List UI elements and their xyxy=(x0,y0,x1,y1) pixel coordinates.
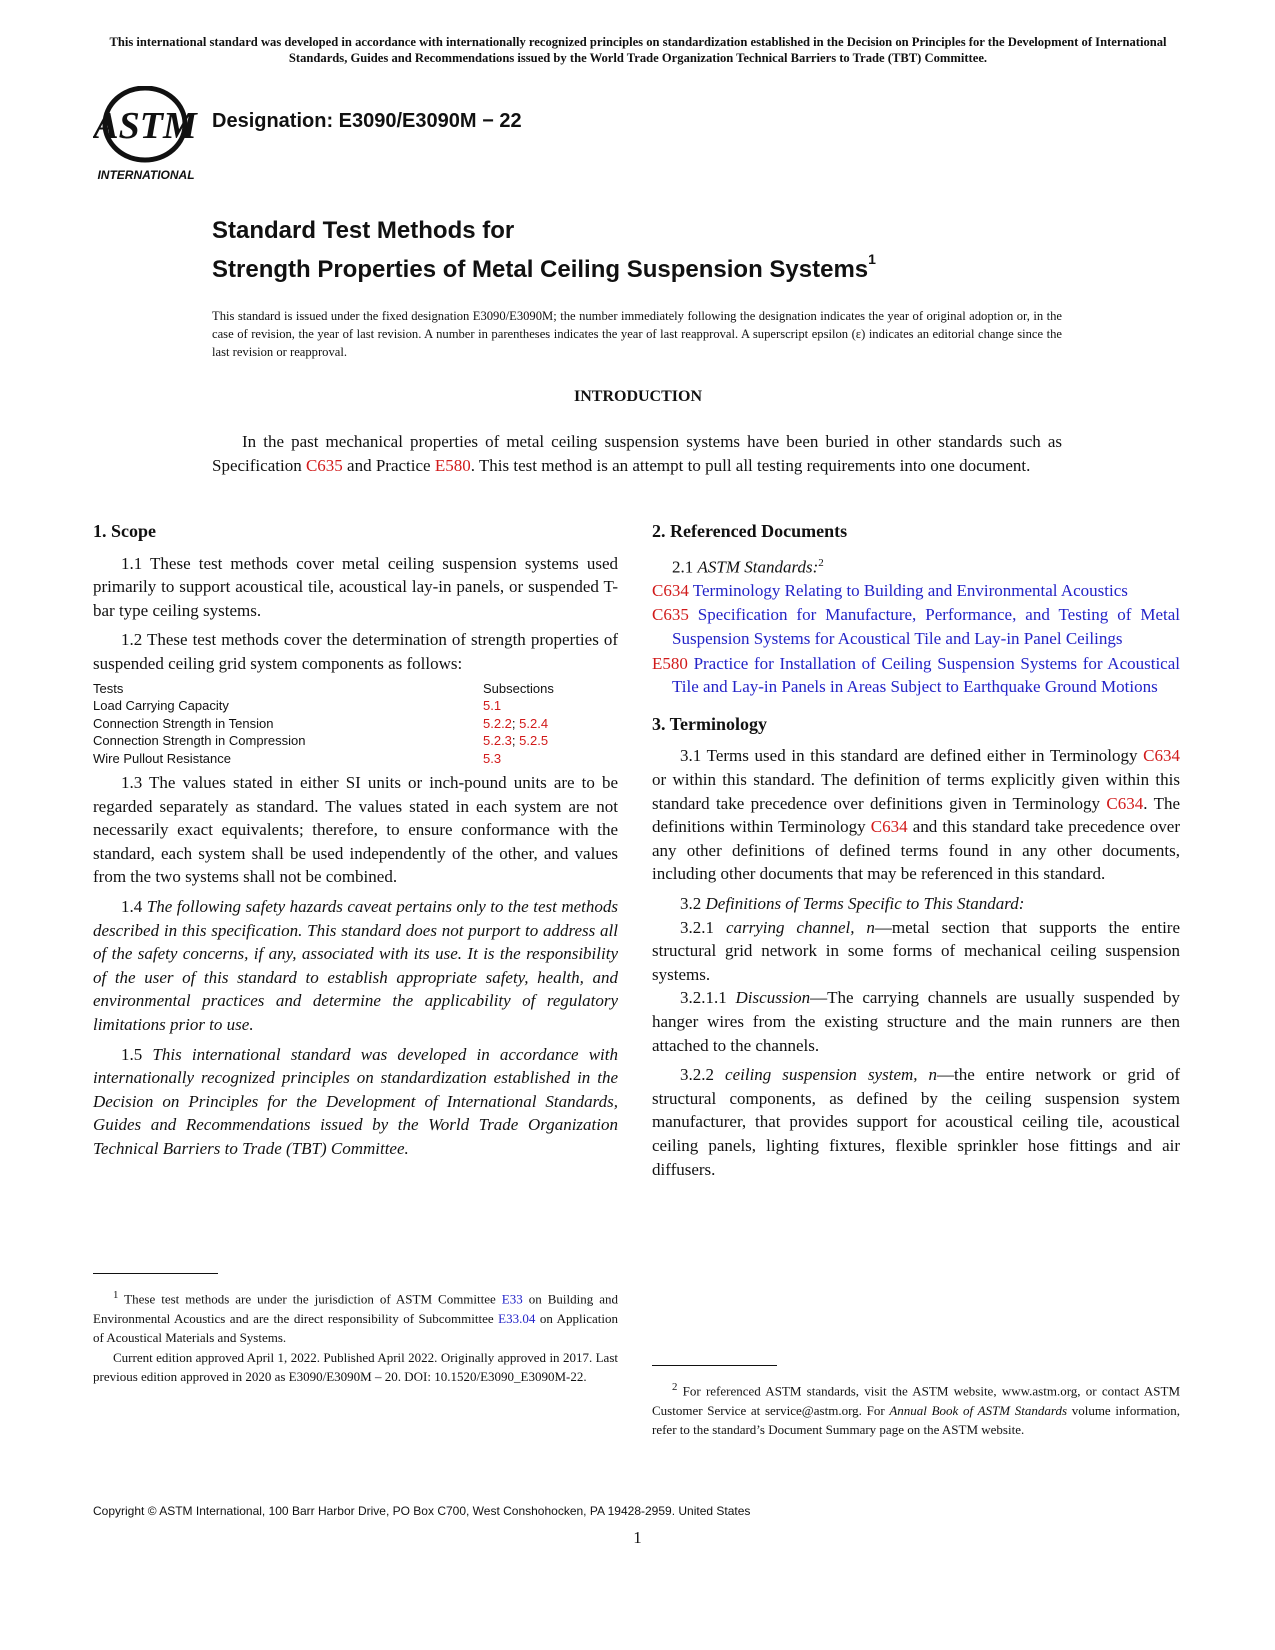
para-3-2-1-1-num: 3.2.1.1 xyxy=(680,988,736,1008)
footnote-1-block xyxy=(93,1273,618,1387)
footnote-1-mark: 1 xyxy=(113,1289,119,1301)
para-3-2 xyxy=(652,892,1180,916)
document-title xyxy=(212,214,876,286)
referenced-documents-heading: 2. Referenced Documents xyxy=(652,521,848,541)
astm-logo xyxy=(93,86,199,184)
astm-standards-text: ASTM Standards: xyxy=(697,557,819,577)
introduction-heading: INTRODUCTION xyxy=(573,388,702,405)
copyright-line: Copyright © ASTM International, 100 Barr Harbor Drive, PO Box C700, West Conshohocken, PA 19428-2959. United States xyxy=(93,1504,751,1518)
right-column xyxy=(652,520,1180,1187)
title-line-2 xyxy=(212,247,876,286)
astm-logo-graphic xyxy=(93,86,199,184)
footnote-1-text-b: on Building and Environmental Acoustics and are the direct responsibility of Subcommittee xyxy=(93,1291,618,1326)
footnote-1 xyxy=(93,1286,618,1387)
para-3-2-num: 3.2 xyxy=(680,893,706,913)
footnote-2-text-a: For referenced ASTM standards, visit the ASTM website, www.astm.org, or contact ASTM Customer Service at service@astm.org. For xyxy=(652,1383,1180,1418)
para-1-2: 1.2 These test methods cover the determination of strength properties of suspended ceiling grid system components as follows: xyxy=(93,630,618,673)
reference-item[interactable] xyxy=(652,579,1180,603)
test-name: Wire Pullout Resistance xyxy=(93,750,231,766)
reference-item[interactable] xyxy=(652,603,1180,650)
para-1-1: 1.1 These test methods cover metal ceiling suspension systems used primarily to support acoustical tile, acoustical lay-in panels, or suspended T-bar type ceiling systems. xyxy=(93,553,618,620)
reference-title[interactable]: Practice for Installation of Ceiling Suspension Systems for Acoustical Tile and Lay-in Panels in Areas Subject to Earthquake Ground Motions xyxy=(672,653,1180,697)
para-3-2-2-term: ceiling suspension system, n xyxy=(725,1065,938,1085)
footnote-2-block xyxy=(652,1365,1180,1440)
table-row xyxy=(93,750,618,768)
footnote-1-text-a: These test methods are under the jurisdiction of ASTM Committee xyxy=(118,1291,502,1307)
reference-title[interactable]: Specification for Manufacture, Performance, and Testing of Metal Suspension Systems for Acoustical Tile and Lay-in Panel Ceilings xyxy=(672,605,1180,649)
footnote-2-para xyxy=(652,1378,1180,1440)
para-1-4-num: 1.4 xyxy=(121,897,147,917)
left-column xyxy=(93,520,618,1167)
reference-code[interactable]: C635 xyxy=(652,605,689,625)
subsection-cell xyxy=(483,732,618,750)
subsection-link[interactable]: 5.3 xyxy=(483,750,502,766)
para-3-2-1 xyxy=(652,916,1180,987)
footnote-divider xyxy=(93,1273,218,1274)
title-footnote-mark[interactable]: 1 xyxy=(868,251,876,267)
subsection-cell xyxy=(483,697,618,715)
intro-text-c: . This test method is an attempt to pull all testing requirements into one document. xyxy=(470,456,1031,475)
para-3-2-1-1 xyxy=(652,986,1180,1057)
header-tests: Tests xyxy=(93,680,124,696)
para-3-2-1-1-label: Discussion xyxy=(735,988,811,1008)
para-3-2-1-text: —metal section that supports the entire structural grid network in some forms of mechanical ceiling suspension systems. xyxy=(652,917,1181,984)
reference-title[interactable]: Terminology Relating to Building and Environmental Acoustics xyxy=(688,580,1128,600)
footnote-link-e33-04[interactable]: E33.04 xyxy=(498,1310,536,1326)
footnote-1-para-2: Current edition approved April 1, 2022. Published April 2022. Originally approved in 2017. Last previous edition approved in 2020 as E3090/E3090M – 20. DOI: 10.1520/E3090_E3090M-22. xyxy=(93,1349,618,1385)
para-3-2-2-text: —the entire network or grid of structural components, as defined by the ceiling suspension system manufacturer, that provides support for acoustical ceiling tile, acoustical ceiling panels, lighting fixtures, flexible sprinkler hose fittings and air diffusers. xyxy=(652,1065,1181,1179)
table-header-row xyxy=(93,680,618,698)
reference-item[interactable] xyxy=(652,652,1180,699)
table-row xyxy=(93,715,618,733)
tests-table xyxy=(93,680,618,768)
footnote-link-e33[interactable]: E33 xyxy=(501,1291,523,1307)
table-row xyxy=(93,732,618,750)
astm-standards-mark: 2 xyxy=(818,556,824,569)
astm-standards-label xyxy=(672,552,1180,579)
subsection-separator: ; xyxy=(511,715,520,731)
para-3-1-c: . The definitions within Terminology xyxy=(652,793,1180,837)
intro-link-e580[interactable]: E580 xyxy=(434,456,471,475)
designation: Designation: E3090/E3090M − 22 xyxy=(212,110,522,132)
page-number: 1 xyxy=(633,1528,642,1547)
title-line-2-text: Strength Properties of Metal Ceiling Suspension Systems xyxy=(212,256,869,283)
footnote-2 xyxy=(652,1378,1180,1440)
link-c634[interactable]: C634 xyxy=(870,817,908,837)
intro-link-c635[interactable]: C635 xyxy=(305,456,343,475)
scope-heading: 1. Scope xyxy=(93,521,156,541)
subsection-link[interactable]: 5.2.3 xyxy=(483,733,512,749)
para-3-2-2-num: 3.2.2 xyxy=(680,1065,726,1085)
reference-code[interactable]: C634 xyxy=(652,580,689,600)
para-3-2-label: Definitions of Terms Specific to This Standard: xyxy=(705,893,1025,913)
subsection-link[interactable]: 5.2.4 xyxy=(519,715,549,731)
subsection-cell xyxy=(483,750,618,768)
title-line-1: Standard Test Methods for xyxy=(212,217,515,244)
issue-note: This standard is issued under the fixed designation E3090/E3090M; the number immediately following the designation indicates the year of original adoption or, in the case of revision, the year of last revision. A number in parentheses indicates the year of last reapproval. A superscript epsilon (ε) indicates an editorial change since the last revision or reapproval. xyxy=(212,309,1062,359)
para-3-1-d: and this standard take precedence over any other definitions of defined terms found in any other documents, including other documents that may be referenced in this standard. xyxy=(652,817,1181,884)
header-subsections: Subsections xyxy=(483,680,554,696)
test-name: Load Carrying Capacity xyxy=(93,698,229,714)
para-1-5-text: This international standard was developed in accordance with internationally recognized principles on standardization established in the Decision on Principles for the Development of International Standards, Guides and Recommendations issued by the World Trade Organization Technical Barriers to Trade (TBT) Committee. xyxy=(93,1044,618,1158)
para-1-5-num: 1.5 xyxy=(121,1044,153,1064)
subsection-link[interactable]: 5.2.5 xyxy=(519,733,549,749)
astm-standards-num: 2.1 xyxy=(672,557,698,577)
terminology-heading: 3. Terminology xyxy=(652,713,768,734)
intro-text-a: In the past mechanical properties of metal ceiling suspension systems have been buried in other standards such as Specification xyxy=(212,432,1062,475)
para-3-1-b: or within this standard. The definition of terms explicitly given within this standard take precedence over definitions given in Terminology xyxy=(652,770,1180,813)
para-1-4 xyxy=(93,895,618,1037)
footnote-2-text-b: volume information, refer to the standard’s Document Summary page on the ASTM website. xyxy=(652,1402,1181,1438)
para-1-3: 1.3 The values stated in either SI units or inch-pound units are to be regarded separately as standard. The values stated in each system are not necessarily exact equivalents; therefore, to ensure conformance with the standard, each system shall be used independently of the other, and values from the two systems shall not be combined. xyxy=(93,773,618,887)
para-3-2-1-term: carrying channel, n xyxy=(725,917,875,937)
logo-international: INTERNATIONAL xyxy=(97,168,195,182)
subsection-separator: ; xyxy=(511,733,520,749)
link-c634[interactable]: C634 xyxy=(1106,793,1144,813)
test-name: Connection Strength in Tension xyxy=(93,715,274,731)
footnote-2-mark: 2 xyxy=(672,1381,678,1393)
subsection-cell xyxy=(483,715,618,733)
tbt-notice: This international standard was developed in accordance with internationally recognized principles on standardization established in the Decision on Principles for the Development of International Standards, Guides and Recommendations issued by the World Trade Organization Technical Barriers to Trade (TBT) Committee. xyxy=(109,35,1167,65)
intro-text-b: and Practice xyxy=(342,456,435,475)
test-name: Connection Strength in Compression xyxy=(93,733,306,749)
para-3-2-2 xyxy=(652,1063,1180,1181)
para-3-1 xyxy=(652,744,1180,886)
logo-letters: ASTM xyxy=(93,105,197,147)
link-c634[interactable]: C634 xyxy=(1143,746,1180,766)
table-row xyxy=(93,697,618,715)
footnote-divider xyxy=(652,1365,777,1366)
subsection-link[interactable]: 5.2.2 xyxy=(483,715,512,731)
para-3-2-1-num: 3.2.1 xyxy=(680,917,726,937)
para-1-5 xyxy=(93,1043,618,1161)
footnote-2-italic: Annual Book of ASTM Standards xyxy=(889,1402,1068,1418)
para-3-2-1-1-text: —The carrying channels are usually suspended by hanger wires from the existing structure and the main runners are then attached to the channels. xyxy=(652,988,1180,1055)
footnote-1-text-c: on Application of Acoustical Materials and Systems. xyxy=(93,1310,618,1346)
reference-code[interactable]: E580 xyxy=(652,653,688,673)
para-3-1-a: 3.1 Terms used in this standard are defined either in Terminology xyxy=(680,746,1144,766)
footnote-1-para-1 xyxy=(93,1286,618,1348)
introduction-text xyxy=(212,430,1062,478)
para-1-4-text: The following safety hazards caveat pertains only to the test methods described in this specification. This standard does not purport to address all of the safety concerns, if any, associated with its use. It is the responsibility of the user of this standard to establish appropriate safety, health, and environmental practices and determine the applicability of regulatory limitations prior to use. xyxy=(93,897,619,1034)
subsection-link[interactable]: 5.1 xyxy=(483,698,502,714)
